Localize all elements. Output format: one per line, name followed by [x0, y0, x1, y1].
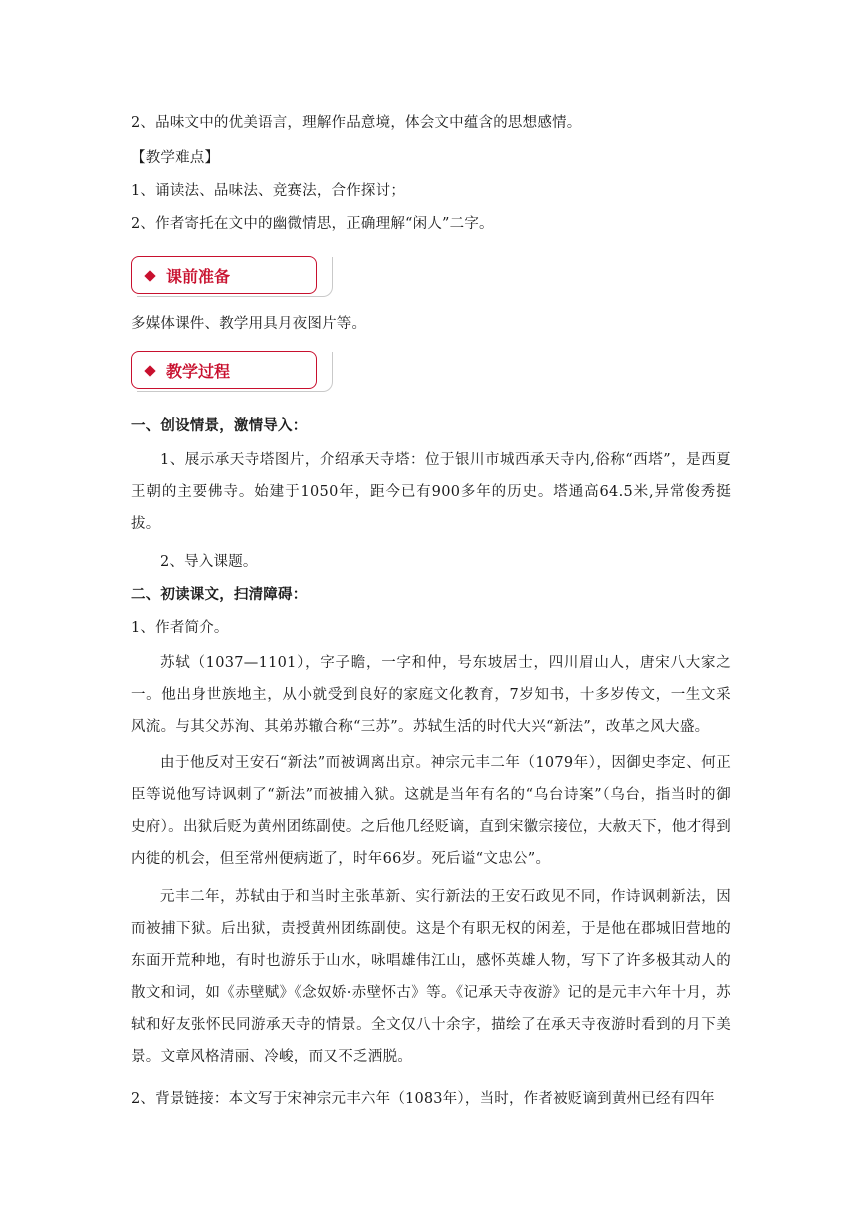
section-1-paragraph-1: 1、展示承天寺塔图片，介绍承天寺塔：位于银川市城西承天寺内,俗称“西塔”，是西夏王朝的主要佛寺。始建于1050年，距今已有900多年的历史。塔通高64.5米,异常俊秀挺拔。	[131, 452, 731, 532]
difficulty-item-1: 1、诵读法、品味法、竞赛法，合作探讨；	[131, 183, 406, 199]
background-link-line: 2、背景链接：本文写于宋神宗元丰六年（1083年），当时，作者被贬谪到黄州已经有四年	[131, 1091, 715, 1107]
prep-section-title: 课前准备	[166, 267, 231, 286]
diamond-bullet-icon	[144, 270, 155, 281]
prep-section-header	[131, 256, 317, 294]
process-section-title: 教学过程	[166, 362, 231, 381]
author-bio-paragraph-1: 苏轼（1037—1101），字子瞻，一字和仲，号东坡居士，四川眉山人，唐宋八大家之一。他出身世族地主，从小就受到良好的家庭文化教育，7岁知书，十多岁传文，一生文采风流。与其父苏洵、其弟苏辙合称“三苏”。苏轼生活的时代大兴“新法”，改革之风大盛。	[131, 655, 731, 735]
section-1-paragraph-2: 2、导入课题。	[160, 554, 258, 570]
diamond-bullet-icon	[144, 365, 155, 376]
section-2-subheading-1: 1、作者简介。	[131, 620, 229, 636]
objective-item-2: 2、品味文中的优美语言，理解作品意境，体会文中蕴含的思想感情。	[131, 115, 582, 131]
author-bio-paragraph-2: 由于他反对王安石“新法”而被调离出京。神宗元丰二年（1079年），因御史李定、何正臣等说他写诗讽刺了“新法”而被捕入狱。这就是当年有名的“乌台诗案”（乌台，指当时的御史府）。出狱后贬为黄州团练副使。之后他几经贬谪，直到宋徽宗接位，大赦天下，他才得到内徙的机会，但至常州便病逝了，时年66岁。死后谥“文忠公”。	[131, 755, 731, 867]
difficulty-item-2: 2、作者寄托在文中的幽微情思，正确理解“闲人”二字。	[131, 216, 494, 232]
author-bio-paragraph-3: 元丰二年，苏轼由于和当时主张革新、实行新法的王安石政见不同，作诗讽刺新法，因而被捕下狱。后出狱，责授黄州团练副使。这是个有职无权的闲差，于是他在郡城旧营地的东面开荒种地，有时也游乐于山水，咏唱雄伟江山，感怀英雄人物，写下了许多极其动人的散文和词，如《赤壁赋》《念奴娇·赤壁怀古》等。《记承天寺夜游》记的是元丰六年十月，苏轼和好友张怀民同游承天寺的情景。全文仅八十余字，描绘了在承天寺夜游时看到的月下美景。文章风格清丽、冷峻，而又不乏洒脱。	[131, 889, 731, 1065]
section-2-heading: 二、初读课文，扫清障碍：	[131, 586, 308, 603]
process-section-header	[131, 351, 317, 389]
prep-content: 多媒体课件、教学用具月夜图片等。	[131, 316, 367, 332]
section-1-heading: 一、创设情景，激情导入：	[131, 417, 308, 434]
difficulty-heading: 【教学难点】	[131, 150, 220, 166]
